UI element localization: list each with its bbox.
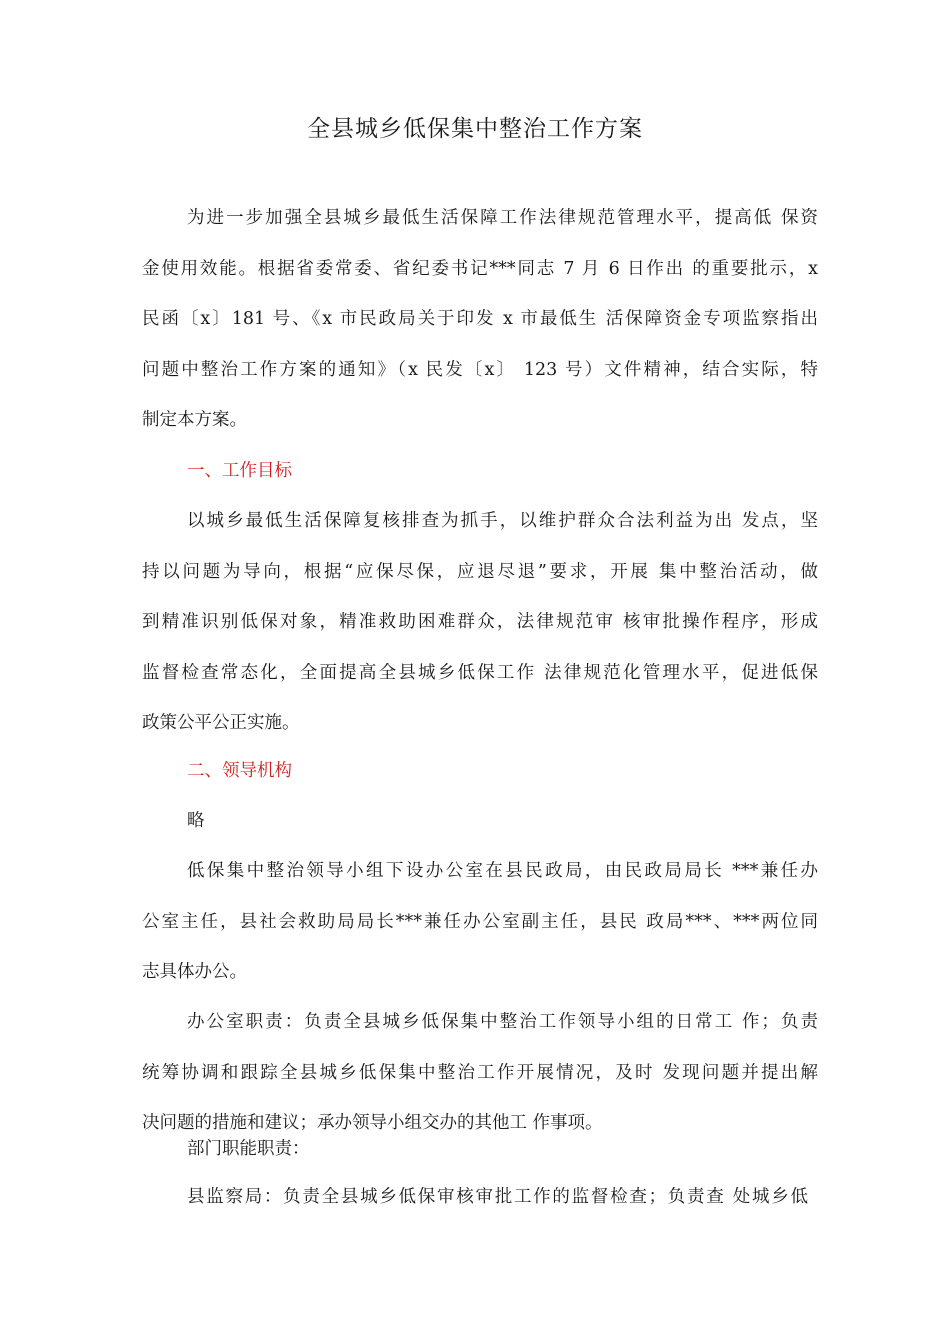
- goals-line: 持以问题为导向，根据“应保尽保，应退尽退”要求，开展 集中整治活动，做: [142, 561, 818, 582]
- intro-line: 民函〔x〕181 号、《x 市民政局关于印发 x 市最低生 活保障资金专项监察指出: [142, 309, 818, 329]
- intro-line: 制定本方案。: [142, 410, 247, 430]
- office-line: 低保集中整治领导小组下设办公室在县民政局，由民政局局长 ***兼任办: [187, 861, 818, 881]
- duties-line: 办公室职责：负责全县城乡低保集中整治工作领导小组的日常工 作；负责: [187, 1012, 818, 1032]
- duties-paragraph: [142, 997, 818, 1149]
- intro-line: 为进一步加强全县城乡最低生活保障工作法律规范管理水平，提高低 保资: [187, 208, 818, 228]
- intro-line: 问题中整治工作方案的通知》（x 民发〔x〕 123 号）文件精神，结合实际，特: [142, 359, 818, 380]
- office-paragraph: [142, 846, 818, 998]
- intro-line: 金使用效能。根据省委常委、省纪委书记***同志 7 月 6 日作出 的重要批示，x: [142, 258, 818, 279]
- goals-paragraph: [142, 496, 818, 749]
- office-line: 志具体办公。: [142, 962, 247, 982]
- document-title: 全县城乡低保集中整治工作方案: [307, 116, 643, 142]
- supervision-line: 县监察局：负责全县城乡低保审核审批工作的监督检查；负责查 处城乡低: [187, 1187, 808, 1207]
- section-heading-leadership: 二、领导机构: [187, 761, 292, 781]
- supervision-paragraph: [142, 1172, 818, 1223]
- office-line: 公室主任，县社会救助局局长***兼任办公室副主任，县民 政局***、***两位同: [142, 911, 818, 932]
- goals-line: 监督检查常态化，全面提高全县城乡低保工作 法律规范化管理水平，促进低保: [142, 662, 818, 683]
- brief-text: 略: [187, 811, 205, 831]
- intro-paragraph: [142, 193, 818, 446]
- goals-line: 政策公平公正实施。: [142, 713, 300, 733]
- duties-line: 决问题的措施和建议；承办领导小组交办的其他工 作事项。: [142, 1113, 603, 1133]
- goals-line: 到精准识别低保对象，精准救助困难群众，法律规范审 核审批操作程序，形成: [142, 612, 818, 632]
- goals-line: 以城乡最低生活保障复核排查为抓手，以维护群众合法利益为出 发点，坚: [187, 511, 818, 531]
- dept-duties-label: 部门职能职责：: [187, 1139, 310, 1159]
- duties-line: 统筹协调和跟踪全县城乡低保集中整治工作开展情况，及时 发现问题并提出解: [142, 1062, 818, 1083]
- section-heading-goals: 一、工作目标: [187, 461, 292, 481]
